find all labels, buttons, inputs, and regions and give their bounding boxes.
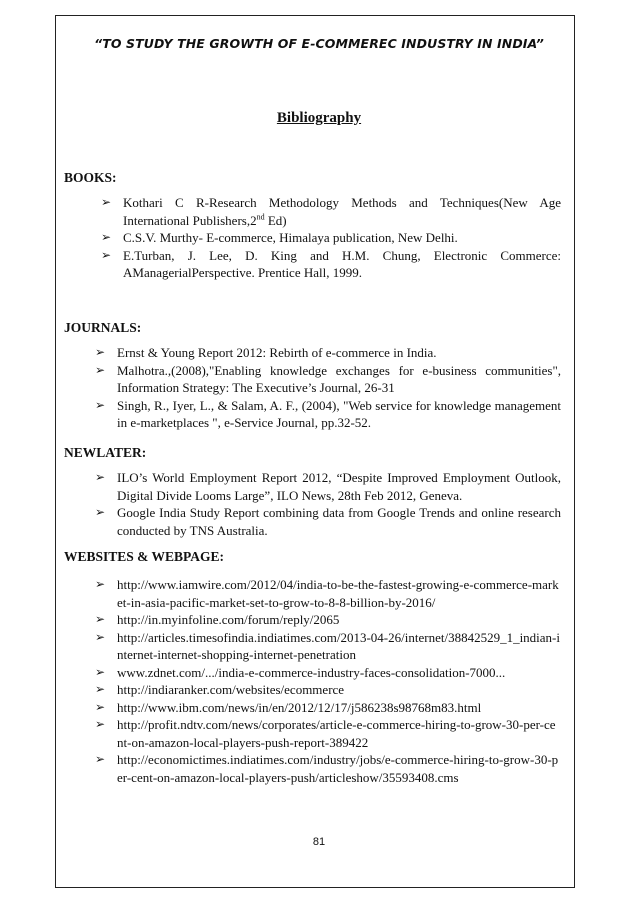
websites-list — [95, 576, 561, 786]
website-link: http://www.ibm.com/news/in/en/2012/12/17/j586238s98768m83.html — [117, 699, 482, 715]
website-link: www.zdnet.com/.../india-e-commerce-industry-faces-consolidation-7000... — [117, 664, 506, 680]
list-item: ➢ Kothari C R-Research Methodology Methods and Techniques(New Age International Publishers,2nd Ed) — [101, 195, 561, 228]
arrow-bullet-icon: ➢ — [101, 230, 112, 244]
arrow-bullet-icon: ➢ — [95, 629, 106, 644]
list-item: ➢ Ernst & Young Report 2012: Rebirth of e-commerce in India. — [95, 345, 437, 360]
website-link: http://economictimes.indiatimes.com/industry/jobs/e-commerce-hiring-to-grow-30-per-cent-on-amazon-local-players-push/articleshow/35593408.cms — [117, 752, 559, 785]
list-item — [95, 576, 561, 611]
arrow-bullet-icon: ➢ — [95, 397, 106, 412]
arrow-bullet-icon: ➢ — [95, 682, 106, 696]
arrow-bullet-icon: ➢ — [95, 664, 106, 679]
list-item — [95, 699, 561, 717]
list-item: ➢ Malhotra.,(2008),"Enabling knowledge exchanges for e-business communities", Information Strategy: The Executive’s Journal, 26-31 — [95, 362, 561, 395]
books-list — [101, 194, 561, 282]
list-item — [95, 681, 561, 699]
arrow-bullet-icon: ➢ — [95, 505, 106, 519]
list-item: ➢ E.Turban, J. Lee, D. King and H.M. Chung, Electronic Commerce: AManagerialPerspective. Prentice Hall, 1999. — [101, 247, 561, 280]
website-link: http://articles.timesofindia.indiatimes.com/2013-04-26/internet/38842529_1_indian-internet-internet-shopping-internet-penetration — [117, 629, 561, 662]
website-link: http://indiaranker.com/websites/ecommerce — [117, 682, 345, 697]
list-item: ➢ ILO’s World Employment Report 2012, “Despite Improved Employment Outlook, Digital Divide Looms Large”, ILO News, 28th Feb 2012, Geneva. — [95, 470, 561, 503]
list-item — [95, 664, 561, 682]
arrow-bullet-icon: ➢ — [95, 699, 106, 714]
arrow-bullet-icon: ➢ — [95, 752, 106, 766]
list-item: ➢ Singh, R., Iyer, L., & Salam, A. F., (2004), "Web service for knowledge management in e-marketplaces ", e-Service Journal, pp.32-52. — [95, 397, 561, 430]
list-item — [95, 716, 561, 751]
arrow-bullet-icon: ➢ — [95, 612, 106, 626]
journals-heading: JOURNALS: — [64, 320, 142, 335]
list-item: ➢ Google India Study Report combining data from Google Trends and online research conducted by TNS Australia. — [95, 505, 561, 538]
arrow-bullet-icon: ➢ — [101, 247, 112, 262]
websites-heading: WEBSITES & WEBPAGE: — [64, 549, 225, 564]
arrow-bullet-icon: ➢ — [95, 345, 106, 359]
website-link: http://www.iamwire.com/2012/04/india-to-be-the-fastest-growing-e-commerce-market-in-asia-pacific-market-set-to-grow-to-8-8-billion-by-2016/ — [117, 577, 559, 610]
list-item — [95, 611, 561, 629]
journals-list — [95, 344, 561, 432]
arrow-bullet-icon: ➢ — [95, 717, 106, 731]
arrow-bullet-icon: ➢ — [101, 195, 112, 209]
list-item — [95, 751, 561, 786]
page-number: 81 — [312, 836, 326, 848]
running-header: “TO STUDY THE GROWTH OF E-COMMEREC INDUSTRY IN INDIA” — [94, 36, 544, 51]
website-link: http://in.myinfoline.com/forum/reply/2065 — [117, 612, 340, 627]
arrow-bullet-icon: ➢ — [95, 470, 106, 484]
website-link: http://profit.ndtv.com/news/corporates/article-e-commerce-hiring-to-grow-30-per-cent-on-amazon-local-players-push-report-389422 — [117, 717, 556, 750]
list-item: ➢ C.S.V. Murthy- E-commerce, Himalaya publication, New Delhi. — [101, 230, 458, 245]
newlater-list — [95, 469, 561, 539]
books-heading: BOOKS: — [64, 170, 117, 185]
arrow-bullet-icon: ➢ — [95, 362, 106, 377]
list-item — [95, 629, 561, 664]
newlater-heading: NEWLATER: — [64, 445, 147, 460]
arrow-bullet-icon: ➢ — [95, 577, 106, 591]
page-title: Bibliography — [276, 110, 362, 126]
